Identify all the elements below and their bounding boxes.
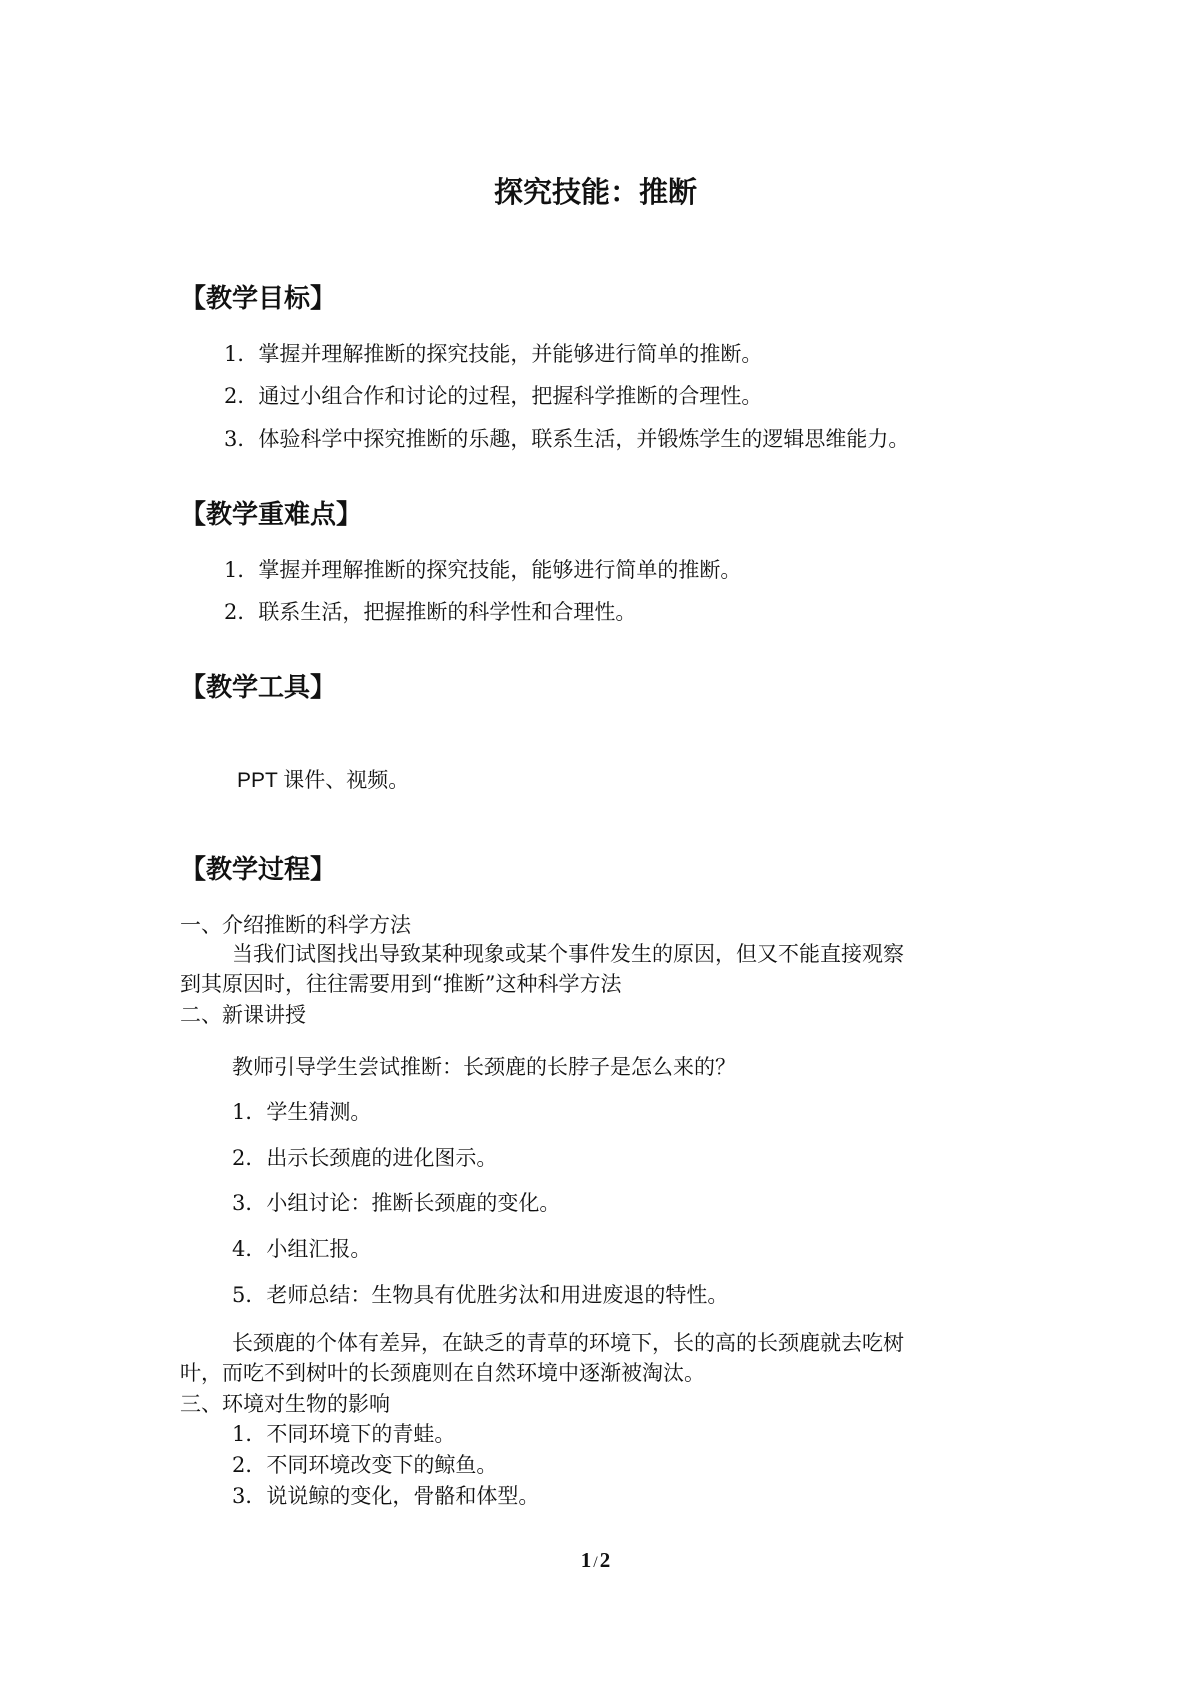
process-part2-item-3: 3．小组讨论：推断长颈鹿的变化。	[232, 1191, 561, 1215]
process-part2-title: 二、新课讲授	[180, 1003, 306, 1027]
process-part2-item-5: 5．老师总结：生物具有优胜劣汰和用进废退的特性。	[232, 1283, 729, 1307]
total-pages: 2	[599, 1548, 611, 1572]
process-part1-title: 一、介绍推断的科学方法	[180, 913, 411, 937]
document-title: 探究技能：推断	[493, 175, 697, 209]
process-part2-paragraph-line2: 叶，而吃不到树叶的长颈鹿则在自然环境中逐渐被淘汰。	[180, 1361, 705, 1385]
key-points-heading: 【教学重难点】	[180, 500, 363, 530]
key-point-item-2: 2．联系生活，把握推断的科学性和合理性。	[224, 600, 637, 624]
objective-item-1: 1．掌握并理解推断的探究技能，并能够进行简单的推断。	[224, 342, 763, 366]
current-page: 1	[580, 1548, 592, 1572]
process-part2-paragraph-line1: 长颈鹿的个体有差异，在缺乏的青草的环境下，长的高的长颈鹿就去吃树	[232, 1331, 904, 1355]
process-part2-item-1: 1．学生猜测。	[232, 1100, 372, 1124]
objective-item-3: 3．体验科学中探究推断的乐趣，联系生活，并锻炼学生的逻辑思维能力。	[224, 427, 910, 451]
process-part3-item-3: 3．说说鲸的变化，骨骼和体型。	[232, 1484, 540, 1508]
process-part2-item-2: 2．出示长颈鹿的进化图示。	[232, 1146, 498, 1170]
objectives-heading: 【教学目标】	[180, 284, 337, 314]
page-separator: /	[593, 1554, 598, 1571]
objective-item-2: 2．通过小组合作和讨论的过程，把握科学推断的合理性。	[224, 384, 763, 408]
process-part3-title: 三、环境对生物的影响	[180, 1392, 390, 1416]
process-part3-item-2: 2．不同环境改变下的鲸鱼。	[232, 1453, 498, 1477]
process-part1-paragraph-line2: 到其原因时，往往需要用到“推断”这种科学方法	[180, 972, 622, 996]
process-heading: 【教学过程】	[180, 855, 337, 885]
process-part2-intro: 教师引导学生尝试推断：长颈鹿的长脖子是怎么来的？	[232, 1055, 736, 1079]
key-point-item-1: 1．掌握并理解推断的探究技能，能够进行简单的推断。	[224, 558, 742, 582]
process-part1-paragraph-line1: 当我们试图找出导致某种现象或某个事件发生的原因，但又不能直接观察	[232, 942, 904, 966]
page-number	[0, 1548, 1191, 1573]
process-part3-item-1: 1．不同环境下的青蛙。	[232, 1422, 456, 1446]
process-part2-item-4: 4．小组汇报。	[232, 1237, 372, 1261]
tools-text: PPT 课件、视频。	[237, 769, 410, 792]
tools-heading: 【教学工具】	[180, 673, 337, 703]
